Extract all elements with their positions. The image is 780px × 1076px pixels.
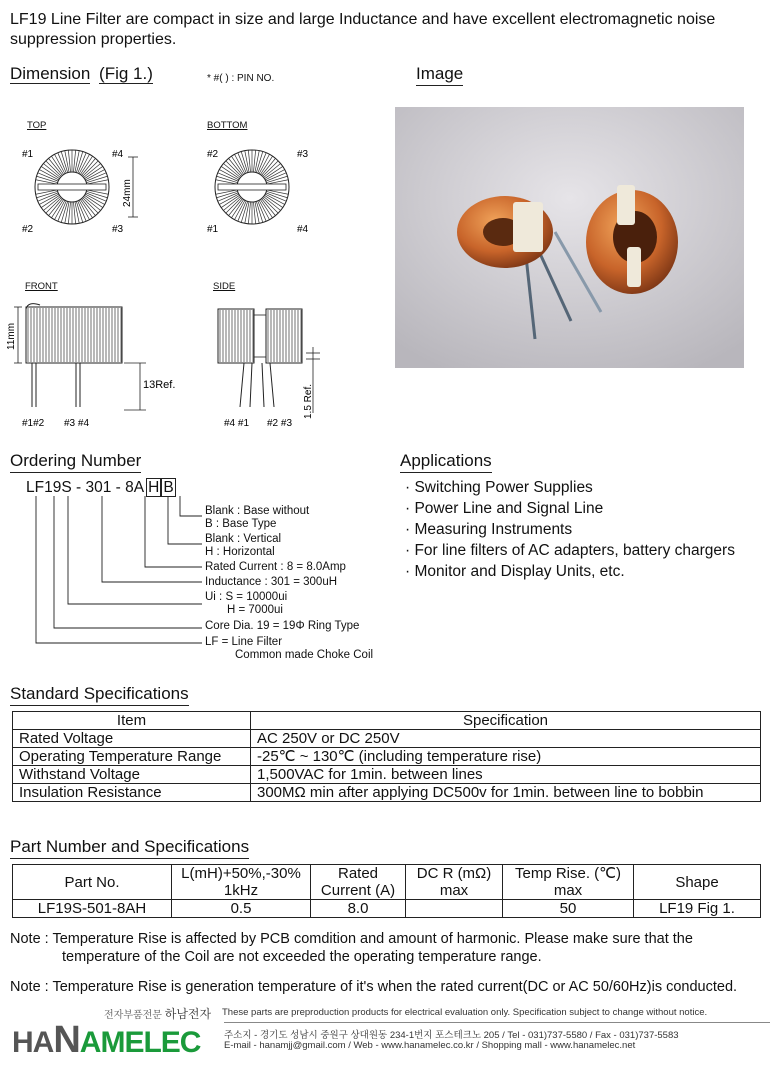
spec-item: Operating Temperature Range: [13, 748, 251, 766]
applications-title: Applications: [400, 451, 492, 473]
front-pins-right: #3 #4: [64, 418, 90, 429]
korean-tag: 전자부품전문: [104, 1010, 162, 1021]
ordering-inductance: Inductance : 301 = 300uH: [205, 576, 338, 588]
header-part-no: Part No.: [13, 865, 172, 900]
ordering-mount-blank: Blank : Vertical: [205, 533, 282, 545]
pin-note: * #( ) : PIN NO.: [207, 73, 275, 84]
header-rated-l1: Rated: [337, 865, 379, 882]
header-shape: Shape: [634, 865, 761, 900]
header-rated-current: [311, 865, 406, 900]
spec-value: AC 250V or DC 250V: [251, 730, 761, 748]
dim-13ref: 13Ref.: [143, 379, 176, 391]
ordering-lf-desc: Common made Choke Coil: [235, 649, 374, 661]
footer-divider: [224, 1022, 770, 1023]
ordering-base-b: B : Base Type: [205, 518, 277, 530]
bottom-pin-4: #4: [297, 224, 309, 235]
ordering-base-blank: Blank : Base without: [205, 505, 310, 517]
header-item: Item: [13, 712, 251, 730]
company-logo: [12, 1019, 200, 1062]
header-dcr-l1: DC R (mΩ): [416, 865, 492, 882]
ordering-current: Rated Current : 8 = 8.0Amp: [205, 561, 346, 573]
header-temp-l2: max: [553, 882, 583, 899]
side-view-drawing: [200, 295, 340, 430]
header-rated-l2: Current (A): [320, 882, 396, 899]
table-row: [13, 900, 761, 918]
header-dcr-l2: max: [439, 882, 469, 899]
code-series: LF19S: [26, 479, 72, 496]
front-pins-left: #1#2: [22, 418, 45, 429]
logo-suffix: AMELEC: [79, 1026, 201, 1059]
ordering-lf: LF = Line Filter: [205, 636, 283, 648]
top-pin-3: #3: [112, 224, 124, 235]
product-photo: [395, 107, 744, 368]
application-item: · For line filters of AC adapters, battery chargers: [405, 542, 735, 559]
header-temp-l1: Temp Rise. (℃): [514, 865, 622, 882]
footer-address: 주소지 - 경기도 성남시 중원구 상대원동 234-1번지 포스테크노 205 / Tel - 031)737-5580 / Fax - 031)737-5583: [224, 1030, 679, 1041]
ordering-core: Core Dia. 19 = 19Φ Ring Type: [205, 620, 360, 632]
application-item: · Switching Power Supplies: [405, 479, 593, 496]
note-2: Note : Temperature Rise is generation temperature of it's when the rated current(DC or AC 50/60Hz)is conducted.: [10, 979, 738, 995]
table-header-row: [13, 865, 761, 900]
image-title: Image: [416, 64, 463, 86]
bottom-pin-2: #2: [207, 149, 219, 160]
spec-value: -25℃ ~ 130℃ (including temperature rise): [251, 748, 761, 766]
applications-list: [405, 477, 735, 582]
note-1-cont: temperature of the Coil are not exceeded the operating temperature range.: [62, 949, 542, 965]
dimension-fig: (Fig 1.): [99, 64, 153, 83]
logo-prefix: HA: [12, 1026, 54, 1059]
note-1: Note : Temperature Rise is affected by PCB comdition and amount of harmonic. Please make sure that the: [10, 931, 693, 947]
code-current: 8A: [125, 479, 145, 496]
table-header-row: [13, 712, 761, 730]
part-shape: LF19 Fig 1.: [634, 900, 761, 918]
dim-11mm: 11mm: [6, 322, 17, 350]
top-view-drawing: [20, 135, 150, 245]
logo-mid: N: [53, 1019, 80, 1061]
front-label: FRONT: [25, 281, 58, 292]
footer: [10, 1005, 770, 1065]
bottom-label: BOTTOM: [207, 120, 248, 131]
header-temp-rise: [503, 865, 634, 900]
top-pin-1: #1: [22, 149, 34, 160]
table-row: [13, 784, 761, 802]
standard-spec-table: [12, 711, 761, 802]
header-inductance-l2: 1kHz: [223, 882, 259, 899]
application-item: · Monitor and Display Units, etc.: [405, 563, 625, 580]
korean-brand: [104, 1005, 211, 1022]
standard-title: Standard Specifications: [10, 684, 189, 706]
ordering-items: [205, 505, 373, 662]
korean-name: 하남전자: [164, 1007, 212, 1021]
code-base: B: [163, 479, 174, 496]
ordering-ui-h: H = 7000ui: [227, 604, 283, 616]
spec-value: 1,500VAC for 1min. between lines: [251, 766, 761, 784]
intro-text: LF19 Line Filter are compact in size and large Inductance and have excellent electromagnetic noise suppression properties.: [10, 11, 716, 48]
ordering-mount-h: H : Horizontal: [205, 546, 275, 558]
table-row: [13, 730, 761, 748]
dim-24mm: 24mm: [122, 179, 133, 207]
ordering-title: Ordering Number: [10, 451, 141, 473]
bottom-pin-1: #1: [207, 224, 219, 235]
table-row: [13, 748, 761, 766]
code-mount: H: [148, 479, 160, 496]
top-label: TOP: [27, 120, 47, 131]
spec-item: Rated Voltage: [13, 730, 251, 748]
part-dcr: [406, 900, 503, 918]
part-number: LF19S-501-8AH: [13, 900, 172, 918]
ordering-leader-lines: [30, 496, 210, 646]
dim-1-5ref: 1.5 Ref.: [303, 383, 314, 419]
part-temp-rise: 50: [503, 900, 634, 918]
header-inductance: [172, 865, 311, 900]
side-label: SIDE: [213, 281, 236, 292]
spec-item: Insulation Resistance: [13, 784, 251, 802]
footer-disclaimer: These parts are preproduction products for electrical evaluation only. Specification subject to change without notice.: [222, 1007, 708, 1018]
ordering-code: [26, 479, 176, 497]
parts-table: [12, 864, 761, 918]
application-item: · Power Line and Signal Line: [405, 500, 604, 517]
part-current: 8.0: [311, 900, 406, 918]
header-inductance-l1: L(mH)+50%,-30%: [181, 865, 301, 882]
parts-title: Part Number and Specifications: [10, 837, 249, 859]
top-pin-4: #4: [112, 149, 124, 160]
front-view-drawing: [0, 295, 200, 430]
code-dash-2: -: [115, 479, 121, 496]
bottom-pin-3: #3: [297, 149, 309, 160]
notes: [10, 930, 775, 996]
spec-value: 300MΩ min after applying DC500v for 1min. between line to bobbin: [251, 784, 761, 802]
table-row: [13, 766, 761, 784]
code-dash-1: -: [75, 479, 82, 496]
side-pins-left: #4 #1: [224, 418, 250, 429]
top-pin-2: #2: [22, 224, 34, 235]
side-pins-right: #2 #3: [267, 418, 293, 429]
footer-contact: E-mail - hanamjj@gmail.com / Web - www.hanamelec.co.kr / Shopping mall - www.hanamelec.net: [224, 1040, 636, 1051]
dimension-title: [10, 64, 153, 85]
application-item: · Measuring Instruments: [405, 521, 573, 538]
dimension-title-text: Dimension: [10, 64, 91, 83]
part-inductance: 0.5: [172, 900, 311, 918]
ordering-ui-s: Ui : S = 10000ui: [205, 591, 288, 603]
code-inductance: 301: [85, 479, 112, 496]
header-dcr: [406, 865, 503, 900]
spec-item: Withstand Voltage: [13, 766, 251, 784]
bottom-view-drawing: [200, 135, 330, 245]
header-specification: Specification: [251, 712, 761, 730]
